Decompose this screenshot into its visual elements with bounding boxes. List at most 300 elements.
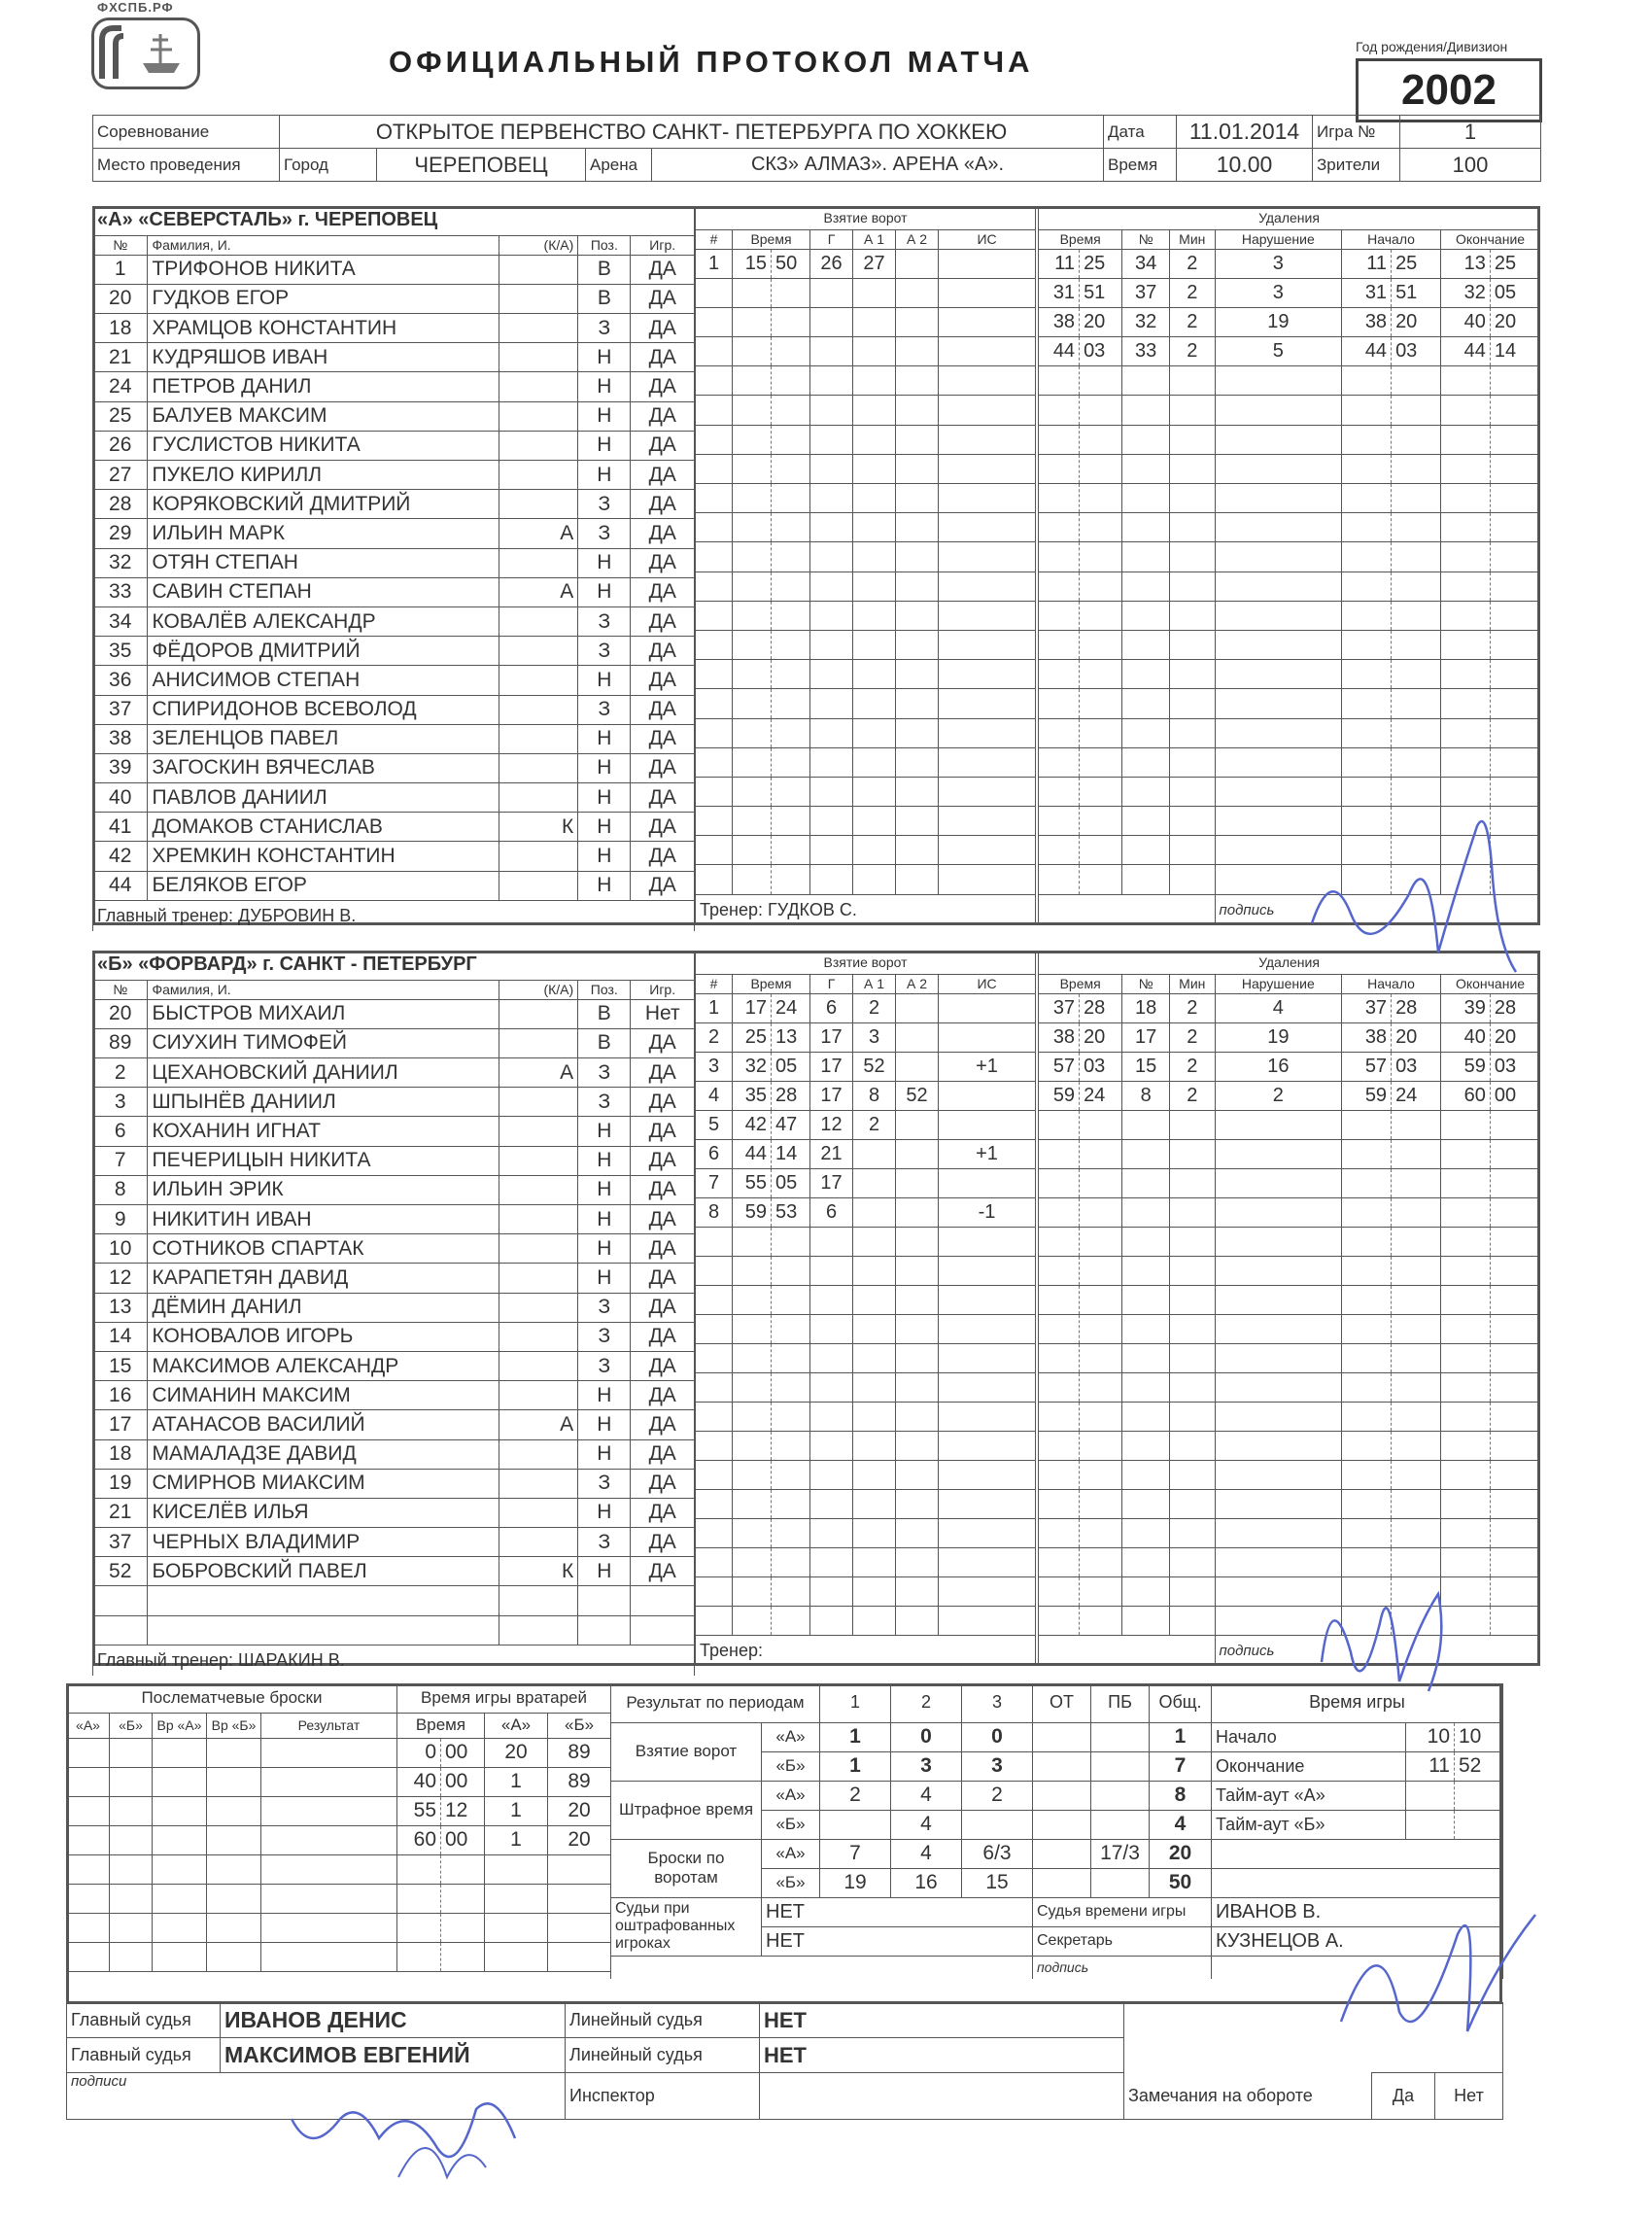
goal-minute: 42	[733, 1110, 772, 1139]
pen-second: 24	[1080, 1081, 1122, 1110]
goal-row	[696, 307, 1036, 336]
pen-end-min: 13	[1440, 249, 1490, 278]
player-played: ДА	[631, 548, 695, 577]
player-position: Н	[578, 577, 631, 606]
goals-b-value: 3	[891, 1751, 962, 1781]
goal-assist-2	[896, 1110, 939, 1139]
periods-title: Результат по периодам	[611, 1683, 820, 1722]
pen-minute: 37	[1039, 993, 1080, 1022]
pen-minute: 38	[1039, 1022, 1080, 1052]
player-name: КОВАЛЁВ АЛЕКСАНДР	[148, 606, 499, 636]
shots-team-a: «А»	[762, 1839, 820, 1868]
player-played: ДА	[631, 1410, 695, 1439]
goal-minute: 32	[733, 1052, 772, 1081]
goal-scorer: 12	[810, 1110, 853, 1139]
timekeeper-value: ИВАНОВ В.	[1212, 1897, 1503, 1926]
goal-situation	[939, 993, 1036, 1022]
player-name: ПЕТРОВ ДАНИЛ	[148, 372, 499, 401]
player-number: 37	[93, 1528, 148, 1557]
goal-situation: +1	[939, 1052, 1036, 1081]
goal-situation	[939, 1110, 1036, 1139]
player-number: 35	[93, 637, 148, 666]
timekeeper-label: Судья времени игры	[1033, 1897, 1212, 1926]
player-role: К	[499, 1557, 577, 1586]
arena-label: Арена	[586, 149, 652, 182]
goals-b-value: 7	[1150, 1751, 1212, 1781]
player-role	[499, 606, 577, 636]
linesman-2: НЕТ	[760, 2038, 1124, 2073]
goals-title: Взятие ворот	[696, 951, 1036, 974]
pim-a-value: 8	[1150, 1781, 1212, 1810]
pen-start-sec: 25	[1392, 249, 1441, 278]
pim-b-value	[1033, 1810, 1091, 1839]
goalkeeper-time-table	[396, 1683, 611, 1972]
goal-number: 7	[696, 1168, 733, 1197]
goal-scorer: 17	[810, 1052, 853, 1081]
pim-a-value: 2	[962, 1781, 1033, 1810]
player-row	[93, 431, 695, 460]
player-number: 21	[93, 1498, 148, 1527]
player-row	[93, 1117, 695, 1146]
player-played: ДА	[631, 490, 695, 519]
remarks-yes[interactable]: Да	[1372, 2073, 1435, 2120]
pen-end-min: 40	[1440, 1022, 1490, 1052]
player-role	[499, 724, 577, 753]
player-position: Н	[578, 1264, 631, 1293]
player-played: ДА	[631, 1498, 695, 1527]
goal-col-a2: А 2	[896, 229, 939, 249]
coach-label: Тренер:	[700, 1640, 763, 1660]
player-role	[499, 372, 577, 401]
player-played: ДА	[631, 1381, 695, 1410]
goal-second: 14	[772, 1139, 810, 1168]
penalty-row	[1039, 307, 1540, 336]
player-played: ДА	[631, 577, 695, 606]
player-number: 28	[93, 490, 148, 519]
player-role	[499, 431, 577, 460]
signature-referees	[282, 2080, 534, 2197]
pen-end-min: 59	[1440, 1052, 1490, 1081]
goal-second: 47	[772, 1110, 810, 1139]
goal-row	[696, 572, 1036, 601]
player-role	[499, 1528, 577, 1557]
goal-row	[696, 1139, 1036, 1168]
col-played: Игр.	[631, 235, 695, 255]
team-b-penalties	[1038, 951, 1540, 1666]
timeout-a-label: Тайм-аут «А»	[1212, 1781, 1406, 1810]
shots-a-value	[1033, 1839, 1091, 1868]
player-name: ЧЕРНЫХ ВЛАДИМИР	[148, 1528, 499, 1557]
pen-start-sec: 24	[1392, 1081, 1441, 1110]
goal-row	[696, 542, 1036, 572]
player-played: ДА	[631, 343, 695, 372]
shots-b-value	[1033, 1868, 1091, 1897]
gk-a: 20	[485, 1738, 548, 1767]
goal-assist-1	[853, 1139, 896, 1168]
pen-minutes: 2	[1170, 249, 1215, 278]
goal-col-time: Время	[733, 229, 810, 249]
gk-title: Время игры вратарей	[397, 1683, 611, 1713]
time-label: Время	[1104, 149, 1177, 182]
penalty-row	[1039, 1460, 1540, 1489]
player-position: В	[578, 255, 631, 284]
head-coach-name: ШАРАКИН В.	[238, 1650, 345, 1671]
player-number: 27	[93, 461, 148, 490]
goal-row	[696, 396, 1036, 425]
goals-a-value: 1	[1150, 1722, 1212, 1751]
goal-scorer: 26	[810, 249, 853, 278]
end-hour: 11	[1406, 1751, 1455, 1781]
goal-number: 1	[696, 993, 733, 1022]
player-role	[499, 1117, 577, 1146]
goal-col-num: #	[696, 974, 733, 993]
pen-minute: 11	[1039, 249, 1080, 278]
player-position: Н	[578, 1439, 631, 1469]
player-number: 15	[93, 1351, 148, 1380]
pen-start-sec: 20	[1392, 1022, 1441, 1052]
pen-minute: 38	[1039, 307, 1080, 336]
game-value: 1	[1400, 116, 1541, 149]
pen-start-min: 57	[1342, 1052, 1392, 1081]
pim-b-value: 4	[891, 1810, 962, 1839]
player-position: З	[578, 695, 631, 724]
player-position: Н	[578, 666, 631, 695]
remarks-no[interactable]: Нет	[1435, 2073, 1503, 2120]
period-col: ПБ	[1091, 1683, 1150, 1722]
timeout-b-label: Тайм-аут «Б»	[1212, 1810, 1406, 1839]
player-number: 32	[93, 548, 148, 577]
player-name: КУДРЯШОВ ИВАН	[148, 343, 499, 372]
spectators-value: 100	[1400, 149, 1541, 182]
player-row	[93, 1469, 695, 1498]
team-a-goals	[695, 206, 1036, 925]
penalty-row	[1039, 1518, 1540, 1547]
player-row	[93, 284, 695, 313]
federation-logo	[89, 0, 204, 93]
col-name: Фамилия, И.	[148, 235, 499, 255]
spectators-label: Зрители	[1313, 149, 1400, 182]
gk-a: 1	[485, 1796, 548, 1825]
gk-b: 89	[548, 1738, 611, 1767]
pen-player: 37	[1122, 278, 1170, 307]
player-number: 36	[93, 666, 148, 695]
player-name: БАЛУЕВ МАКСИМ	[148, 401, 499, 431]
goals-a-value: 0	[962, 1722, 1033, 1751]
pen-minute: 44	[1039, 337, 1080, 366]
player-name: ИЛЬИН МАРК	[148, 519, 499, 548]
pen-start-min: 44	[1342, 337, 1392, 366]
player-role	[499, 1264, 577, 1293]
player-position: В	[578, 1028, 631, 1057]
pen-minutes: 2	[1170, 1081, 1215, 1110]
goal-minute: 44	[733, 1139, 772, 1168]
player-position: Н	[578, 1146, 631, 1175]
goal-assist-1: 8	[853, 1081, 896, 1110]
col-name: Фамилия, И.	[148, 980, 499, 999]
main-ref-1: ИВАНОВ ДЕНИС	[221, 2003, 566, 2038]
goal-second: 05	[772, 1168, 810, 1197]
penalty-row	[1039, 601, 1540, 630]
player-role	[499, 695, 577, 724]
pen-end-sec: 20	[1490, 1022, 1539, 1052]
goal-row	[696, 1197, 1036, 1227]
pim-b-value: 4	[1150, 1810, 1212, 1839]
player-name: ИЛЬИН ЭРИК	[148, 1175, 499, 1204]
pen-second: 20	[1080, 1022, 1122, 1052]
goal-number: 1	[696, 249, 733, 278]
player-row	[93, 1088, 695, 1117]
player-number: 6	[93, 1117, 148, 1146]
gk-minute: 55	[397, 1796, 441, 1825]
player-row	[93, 1439, 695, 1469]
player-number: 17	[93, 1410, 148, 1439]
player-row	[93, 1028, 695, 1057]
secretary-value: КУЗНЕЦОВ А.	[1212, 1926, 1503, 1956]
place-label: Место проведения	[93, 149, 280, 182]
penalty-row	[1039, 484, 1540, 513]
year-label: Год рождения/Дивизион	[1356, 39, 1508, 54]
goal-number: 4	[696, 1081, 733, 1110]
player-role	[499, 401, 577, 431]
shots-a-value: 17/3	[1091, 1839, 1150, 1868]
goal-row	[696, 1314, 1036, 1343]
player-role	[499, 1293, 577, 1322]
penalty-row	[1039, 1022, 1540, 1052]
player-role	[499, 999, 577, 1028]
penalty-row	[1039, 1081, 1540, 1110]
shootout-col: Вр «Б»	[207, 1713, 261, 1738]
penalty-row	[1039, 337, 1540, 366]
end-minute: 52	[1455, 1751, 1503, 1781]
player-played: ДА	[631, 1557, 695, 1586]
coach-name: ГУДКОВ С.	[767, 899, 857, 919]
gk-col-a: «А»	[485, 1713, 548, 1738]
goal-situation	[939, 1022, 1036, 1052]
penalty-row	[1039, 1139, 1540, 1168]
pen-col-min: Мин	[1170, 229, 1215, 249]
gk-second: 00	[441, 1825, 485, 1854]
penalty-row	[1039, 542, 1540, 572]
penalty-row	[1039, 572, 1540, 601]
player-name: ОТЯН СТЕПАН	[148, 548, 499, 577]
player-number: 13	[93, 1293, 148, 1322]
player-position: Н	[578, 548, 631, 577]
inspector-label: Инспектор	[566, 2073, 760, 2120]
goal-scorer: 17	[810, 1081, 853, 1110]
player-position: Н	[578, 461, 631, 490]
goal-assist-2	[896, 1052, 939, 1081]
shots-a-value: 6/3	[962, 1839, 1033, 1868]
goal-row	[696, 1518, 1036, 1547]
player-name: ГУСЛИСТОВ НИКИТА	[148, 431, 499, 460]
goal-row	[696, 1460, 1036, 1489]
penalty-row	[1039, 630, 1540, 659]
pen-end-sec: 28	[1490, 993, 1539, 1022]
penalty-row	[1039, 1489, 1540, 1518]
player-position: В	[578, 284, 631, 313]
goal-row	[696, 689, 1036, 718]
goal-assist-1: 3	[853, 1022, 896, 1052]
penalty-row	[1039, 1285, 1540, 1314]
goal-row	[696, 1227, 1036, 1256]
signature-secretary	[1312, 1895, 1555, 2061]
player-number: 8	[93, 1175, 148, 1204]
gk-col-time: Время	[397, 1713, 485, 1738]
pen-second: 03	[1080, 337, 1122, 366]
pen-end-min: 40	[1440, 307, 1490, 336]
penalty-row	[1039, 1402, 1540, 1431]
player-name: ПАВЛОВ ДАНИИЛ	[148, 783, 499, 813]
goal-row	[696, 1285, 1036, 1314]
player-name: МАМАЛАДЗЕ ДАВИД	[148, 1439, 499, 1469]
pen-violation: 3	[1215, 278, 1342, 307]
linesman-label-2: Линейный судья	[566, 2038, 760, 2073]
player-position: З	[578, 1058, 631, 1088]
player-name: ЦЕХАНОВСКИЙ ДАНИИЛ	[148, 1058, 499, 1088]
player-name: ЗАГОСКИН ВЯЧЕСЛАВ	[148, 753, 499, 782]
player-name: МАКСИМОВ АЛЕКСАНДР	[148, 1351, 499, 1380]
player-row	[93, 1146, 695, 1175]
player-row	[93, 1293, 695, 1322]
signature-label: подпись	[1215, 894, 1539, 925]
gk-a: 1	[485, 1825, 548, 1854]
pen-start-sec: 51	[1392, 278, 1441, 307]
player-name: БОБРОВСКИЙ ПАВЕЛ	[148, 1557, 499, 1586]
player-played: Нет	[631, 999, 695, 1028]
penalty-row	[1039, 1372, 1540, 1402]
game-time-title: Время игры	[1212, 1683, 1503, 1722]
game-label: Игра №	[1313, 116, 1400, 149]
goal-row	[696, 1402, 1036, 1431]
goal-col-a2: А 2	[896, 974, 939, 993]
player-position: Н	[578, 372, 631, 401]
goals-b-value	[1033, 1751, 1091, 1781]
pen-start-min: 31	[1342, 278, 1392, 307]
goals-label: Взятие ворот	[611, 1722, 762, 1781]
player-row	[93, 1175, 695, 1204]
player-played: ДА	[631, 813, 695, 842]
competition-value: ОТКРЫТОЕ ПЕРВЕНСТВО САНКТ- ПЕТЕРБУРГА ПО ХОККЕЮ	[280, 116, 1104, 149]
player-row	[93, 1264, 695, 1293]
player-number: 20	[93, 284, 148, 313]
player-name: НИКИТИН ИВАН	[148, 1205, 499, 1234]
penalties-title: Удаления	[1039, 951, 1540, 974]
gk-minute: 0	[397, 1738, 441, 1767]
pen-col-violation: Нарушение	[1215, 974, 1342, 993]
goals-b-value	[1091, 1751, 1150, 1781]
player-name: КИСЕЛЁВ ИЛЬЯ	[148, 1498, 499, 1527]
player-position: З	[578, 1351, 631, 1380]
player-row	[93, 1058, 695, 1088]
player-row	[93, 695, 695, 724]
pen-minutes: 2	[1170, 993, 1215, 1022]
goal-situation	[939, 1168, 1036, 1197]
goal-row	[696, 1343, 1036, 1372]
player-role: А	[499, 577, 577, 606]
goal-row	[696, 660, 1036, 689]
pen-start-min: 11	[1342, 249, 1392, 278]
pen-violation: 16	[1215, 1052, 1342, 1081]
pim-a-value	[1033, 1781, 1091, 1810]
player-number: 38	[93, 724, 148, 753]
player-role	[499, 343, 577, 372]
player-name: КАРАПЕТЯН ДАВИД	[148, 1264, 499, 1293]
player-position: З	[578, 1322, 631, 1351]
player-row	[93, 401, 695, 431]
player-played: ДА	[631, 695, 695, 724]
player-row	[93, 490, 695, 519]
gk-b: 89	[548, 1767, 611, 1796]
signature-team-a	[1292, 807, 1535, 982]
goal-number: 3	[696, 1052, 733, 1081]
player-row	[93, 1586, 695, 1615]
goal-assist-1: 2	[853, 1110, 896, 1139]
pen-violation: 3	[1215, 249, 1342, 278]
player-number: 40	[93, 783, 148, 813]
penalty-row	[1039, 454, 1540, 483]
pen-end-sec: 25	[1490, 249, 1539, 278]
goal-row	[696, 278, 1036, 307]
player-number: 89	[93, 1028, 148, 1057]
pen-start-sec: 20	[1392, 307, 1441, 336]
player-role	[499, 1146, 577, 1175]
goals-title: Взятие ворот	[696, 206, 1036, 229]
player-position: З	[578, 1469, 631, 1498]
player-number: 18	[93, 1439, 148, 1469]
goal-col-g: Г	[810, 229, 853, 249]
team-b-title: «Б» «ФОРВАРД» г. САНКТ - ПЕТЕРБУРГ	[93, 951, 695, 980]
player-played: ДА	[631, 314, 695, 343]
penalty-row	[1039, 1110, 1540, 1139]
player-played: ДА	[631, 1322, 695, 1351]
goal-col-num: #	[696, 229, 733, 249]
player-role	[499, 1498, 577, 1527]
period-col: 2	[891, 1683, 962, 1722]
pen-minutes: 2	[1170, 278, 1215, 307]
pen-col-no: №	[1122, 974, 1170, 993]
player-name: КОРЯКОВСКИЙ ДМИТРИЙ	[148, 490, 499, 519]
player-number: 1	[93, 255, 148, 284]
player-row	[93, 842, 695, 871]
player-row	[93, 343, 695, 372]
penalty-row	[1039, 993, 1540, 1022]
time-value: 10.00	[1177, 149, 1313, 182]
signature-team-b	[1302, 1565, 1467, 1711]
player-position: З	[578, 1088, 631, 1117]
match-info-table	[92, 115, 1541, 182]
player-name: ФЁДОРОВ ДМИТРИЙ	[148, 637, 499, 666]
goal-scorer: 17	[810, 1168, 853, 1197]
player-number: 44	[93, 871, 148, 900]
pim-b-value	[820, 1810, 891, 1839]
player-row	[93, 871, 695, 900]
pen-end-min: 32	[1440, 278, 1490, 307]
goal-row	[696, 601, 1036, 630]
player-name: СМИРНОВ МИАКСИМ	[148, 1469, 499, 1498]
player-role: А	[499, 1058, 577, 1088]
goal-assist-2	[896, 993, 939, 1022]
goal-row	[696, 807, 1036, 836]
remarks-label: Замечания на обороте	[1124, 2073, 1372, 2120]
goal-col-a1: А 1	[853, 229, 896, 249]
goal-col-a1: А 1	[853, 974, 896, 993]
pen-end-min: 44	[1440, 337, 1490, 366]
pen-end-sec: 20	[1490, 307, 1539, 336]
pen-start-min: 59	[1342, 1081, 1392, 1110]
pen-col-time: Время	[1039, 974, 1122, 993]
player-name: БЕЛЯКОВ ЕГОР	[148, 871, 499, 900]
shots-b-value: 15	[962, 1868, 1033, 1897]
